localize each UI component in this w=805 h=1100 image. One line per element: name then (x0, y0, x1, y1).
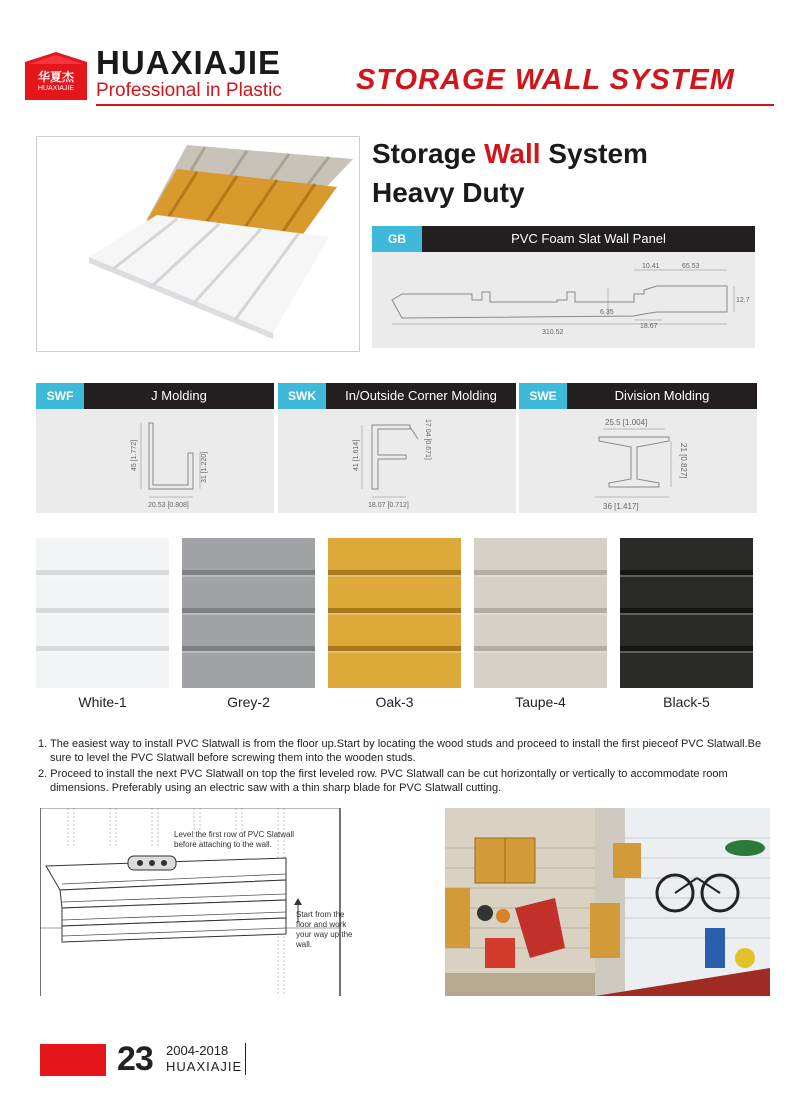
swatch-groove (328, 570, 461, 575)
corner-molding-panel (278, 383, 516, 513)
swatch-highlight (474, 613, 607, 615)
swatch-groove (182, 570, 315, 575)
gb-panel-name: PVC Foam Slat Wall Panel (422, 226, 755, 252)
swatch-highlight (620, 575, 753, 577)
gb-dim-5: 18.67 (640, 323, 658, 330)
logo-sub-text: HUAXIAJIE (37, 85, 75, 92)
title-storage: Storage (372, 138, 477, 169)
brand-tagline: Professional in Plastic (96, 80, 282, 101)
swatch-groove (36, 570, 169, 575)
j-dim-1: 45 [1.772] (131, 439, 138, 471)
j-molding-drawing (36, 409, 274, 513)
footer-red-block (40, 1044, 106, 1076)
gb-profile-drawing (372, 252, 755, 348)
gb-panel-header (372, 226, 755, 252)
level-note: Level the first row of PVC Slatwall before attaching to the wall. (174, 830, 295, 849)
swatch-groove (328, 608, 461, 613)
title-system: System (548, 138, 648, 169)
division-dim-1: 25.5 [1.004] (605, 418, 648, 427)
product-subtitle: Heavy Duty (372, 177, 525, 208)
footer-brand: HUAXIAJIE (166, 1059, 243, 1074)
j-dim-2: 31 [1.220] (201, 451, 208, 483)
swatch-white (36, 538, 169, 688)
swf-tag: SWF (36, 383, 84, 409)
note-2: 2. Proceed to install the next PVC Slatwall on top the first leveled row. PVC Slatwall can be cut horizontally or vertically to accommodate room dimensions. Preferably using an electric saw with a thin sharp blade for PVC Slatwall cutting. (38, 768, 728, 794)
installation-diagram (40, 808, 380, 996)
gb-dim-2: 65.53 (682, 263, 700, 270)
start-note: Start from the floor and work your way up the wall. (296, 910, 353, 949)
swatch-groove (474, 608, 607, 613)
installation-notes (38, 737, 768, 797)
swk-tag: SWK (278, 383, 326, 409)
gb-dim-3: 12.7 (736, 297, 750, 304)
division-dim-3: 36 [1.417] (603, 502, 639, 511)
logo-chinese-text: 华夏杰 (37, 70, 74, 84)
swatch-groove (182, 608, 315, 613)
section-title: STORAGE WALL SYSTEM (356, 64, 735, 96)
garage-storage-photo (445, 808, 770, 996)
gb-tag: GB (372, 226, 422, 252)
swatch-highlight (182, 651, 315, 653)
gb-dim-1: 10.41 (642, 263, 660, 270)
swatch-highlight (474, 651, 607, 653)
swatch-grey (182, 538, 315, 688)
swatch-highlight (474, 575, 607, 577)
swatch-highlight (182, 575, 315, 577)
division-molding-drawing (519, 409, 757, 513)
slatwall-panels-image (36, 136, 360, 352)
swatch-label-black: Black-5 (663, 694, 710, 710)
division-dim-2: 21 [0.827] (679, 443, 688, 479)
product-title (372, 138, 648, 170)
swatch-highlight (328, 575, 461, 577)
brand-name: HUAXIAJIE (96, 44, 282, 81)
swatch-groove (620, 608, 753, 613)
swe-tag: SWE (519, 383, 567, 409)
header-divider (96, 104, 774, 106)
swatch-black (620, 538, 753, 688)
corner-dim-1: 41 [1.614] (353, 439, 360, 471)
swatch-highlight (328, 613, 461, 615)
swatch-highlight (620, 613, 753, 615)
footer-divider (245, 1043, 246, 1075)
swatch-highlight (182, 613, 315, 615)
corner-dim-2: 17.04 [0.671] (424, 419, 431, 460)
swatch-highlight (328, 651, 461, 653)
corner-dim-3: 18.07 [0.712] (368, 502, 409, 509)
swatch-highlight (36, 651, 169, 653)
swatch-groove (474, 570, 607, 575)
page-number: 23 (117, 1040, 153, 1078)
swatch-label-white: White-1 (78, 694, 127, 710)
swatch-groove (620, 570, 753, 575)
corner-molding-name: In/Outside Corner Molding (326, 383, 516, 409)
swatch-highlight (36, 575, 169, 577)
gb-dim-6: 310.52 (542, 329, 564, 336)
swatch-label-taupe: Taupe-4 (515, 694, 566, 710)
swatch-groove (328, 646, 461, 651)
j-molding-name: J Molding (84, 383, 274, 409)
swatch-label-grey: Grey-2 (227, 694, 270, 710)
title-wall: Wall (484, 138, 541, 169)
brand-logo (25, 52, 87, 100)
swatch-groove (36, 646, 169, 651)
j-molding-panel (36, 383, 274, 513)
division-molding-panel (519, 383, 757, 513)
swatch-highlight (620, 651, 753, 653)
footer-years: 2004-2018 (166, 1043, 229, 1058)
j-dim-3: 20.53 [0.808] (148, 502, 189, 509)
swatch-groove (620, 646, 753, 651)
gb-dim-4: 6.35 (600, 309, 614, 316)
swatch-taupe (474, 538, 607, 688)
division-molding-name: Division Molding (567, 383, 757, 409)
swatch-oak (328, 538, 461, 688)
note-1: 1. The easiest way to install PVC Slatwall is from the floor up.Start by locating the wood studs and proceed to install the first pieceof PVC Slatwall.Be sure to level the PVC Slatwall before screwing them into the wooden studs. (38, 738, 762, 764)
swatch-highlight (36, 613, 169, 615)
swatch-groove (182, 646, 315, 651)
swatch-groove (474, 646, 607, 651)
corner-molding-drawing (278, 409, 516, 513)
swatch-groove (36, 608, 169, 613)
swatch-label-oak: Oak-3 (375, 694, 414, 710)
